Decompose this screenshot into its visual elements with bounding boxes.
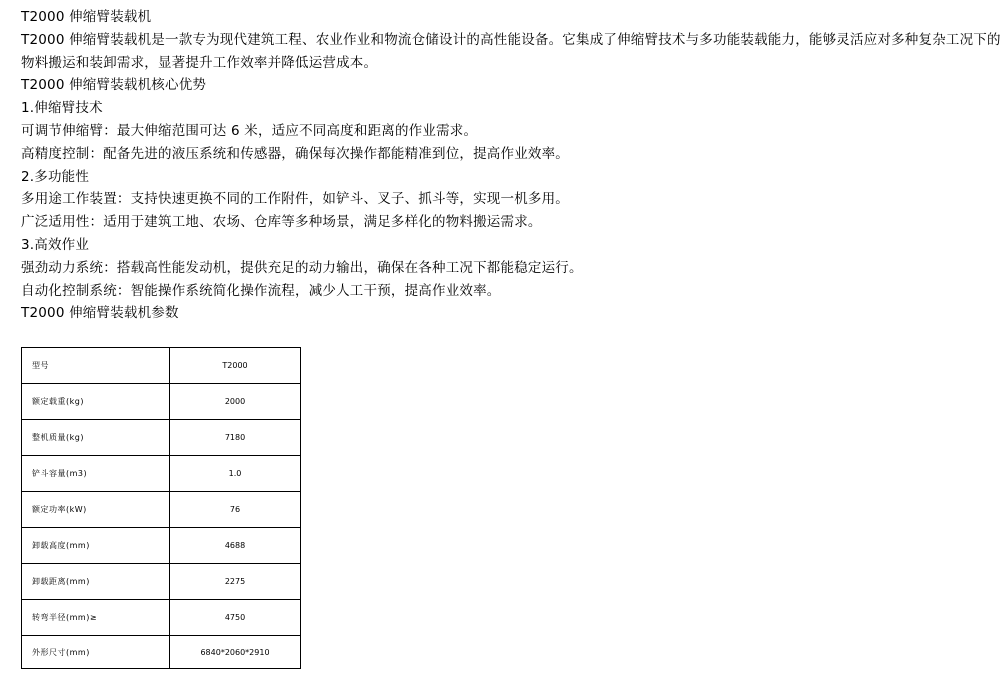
spec-label: 转弯半径(mm)≥ bbox=[22, 600, 170, 636]
spec-label: 额定功率(kW) bbox=[22, 492, 170, 528]
table-row bbox=[22, 492, 301, 528]
spec-label: 卸载距离(mm) bbox=[22, 564, 170, 600]
spec-value: 4688 bbox=[170, 528, 301, 564]
spec-value: 6840*2060*2910 bbox=[170, 636, 301, 669]
section-heading-telescopic: 1.伸缩臂技术 bbox=[21, 100, 103, 117]
spec-label: 外形尺寸(mm) bbox=[22, 636, 170, 669]
section-heading-efficiency: 3.高效作业 bbox=[21, 236, 90, 253]
spec-label: 型号 bbox=[22, 348, 170, 384]
section-item: 强劲动力系统：搭载高性能发动机，提供充足的动力输出，确保在各种工况下都能稳定运行。 bbox=[21, 259, 583, 276]
table-row bbox=[22, 384, 301, 420]
table-row bbox=[22, 564, 301, 600]
section-item: 高精度控制：配备先进的液压系统和传感器，确保每次操作都能精准到位，提高作业效率。 bbox=[21, 145, 569, 162]
section-item: 可调节伸缩臂：最大伸缩范围可达 6 米，适应不同高度和距离的作业需求。 bbox=[21, 122, 478, 139]
table-row bbox=[22, 348, 301, 384]
section-item: 自动化控制系统：智能操作系统简化操作流程，减少人工干预，提高作业效率。 bbox=[21, 282, 501, 299]
table-row bbox=[22, 636, 301, 669]
section-heading-multifunction: 2.多功能性 bbox=[21, 168, 90, 185]
spec-value: 2275 bbox=[170, 564, 301, 600]
spec-label: 铲斗容量(m3) bbox=[22, 456, 170, 492]
spec-value: 76 bbox=[170, 492, 301, 528]
spec-value: T2000 bbox=[170, 348, 301, 384]
spec-label: 卸载高度(mm) bbox=[22, 528, 170, 564]
spec-value: 1.0 bbox=[170, 456, 301, 492]
section-item: 广泛适用性：适用于建筑工地、农场、仓库等多种场景，满足多样化的物料搬运需求。 bbox=[21, 214, 542, 231]
spec-value: 2000 bbox=[170, 384, 301, 420]
table-row bbox=[22, 528, 301, 564]
params-heading: T2000 伸缩臂装载机参数 bbox=[21, 305, 179, 322]
spec-value: 7180 bbox=[170, 420, 301, 456]
article-intro: T2000 伸缩臂装载机是一款专为现代建筑工程、农业作业和物流仓储设计的高性能设备。它集成了伸缩臂技术与多功能装载能力，能够灵活应对多种复杂工况下的物料搬运和装卸需求，显著提升工作效率并降低运营成本。 bbox=[21, 31, 1001, 71]
spec-label: 额定载重(kg) bbox=[22, 384, 170, 420]
spec-table bbox=[21, 347, 301, 669]
table-row bbox=[22, 456, 301, 492]
article-body bbox=[21, 6, 1001, 325]
table-row bbox=[22, 420, 301, 456]
spec-value: 4750 bbox=[170, 600, 301, 636]
advantages-heading: T2000 伸缩臂装载机核心优势 bbox=[21, 77, 207, 94]
article-title: T2000 伸缩臂装载机 bbox=[21, 9, 152, 25]
section-item: 多用途工作装置：支持快速更换不同的工作附件，如铲斗、叉子、抓斗等，实现一机多用。 bbox=[21, 191, 569, 208]
spec-label: 整机质量(kg) bbox=[22, 420, 170, 456]
table-row bbox=[22, 600, 301, 636]
